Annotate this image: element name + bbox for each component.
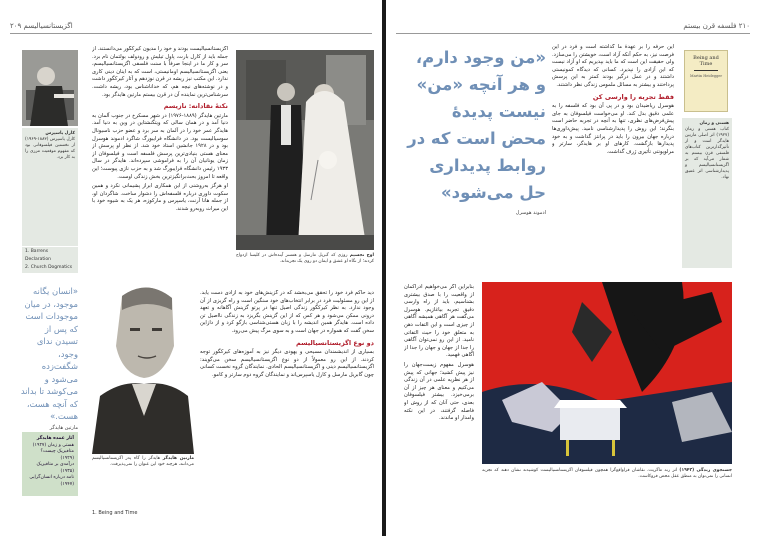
heidegger-photo-image xyxy=(92,276,194,454)
footnote-being-and-time: 1. Being and Time xyxy=(92,510,138,516)
works-box-title: آثار عمده هایدگر xyxy=(36,436,74,441)
wedding-photo-caption xyxy=(236,253,374,265)
heidegger-caption xyxy=(92,456,194,468)
jaspers-caption-text: کارل یاسپرس (۱۸۸۳-۱۹۶۹) از نخستین فیلسوفانی بود که مفهوم موقعیت مرزی را به کار برد. xyxy=(25,137,75,160)
left-col-mid-text-2: او هرگز به‌روشنی از این همکاری ابراز پشیمانی نکرد و همین سکوت داوری درباره فلسفه‌اش را دشوار ساخت. شاگردان او، از جمله هانا آرنت، یاسپرس و مارکوزه، هر یک به شیوه خود با این میراث روبه‌رو شدند. xyxy=(92,183,228,212)
husserl-quote xyxy=(404,44,546,216)
heading-two-types: دو نوع اگزیستانسیالیسم xyxy=(295,338,374,347)
legend-item-2: 2. Church Dogmatics xyxy=(25,265,73,270)
heidegger-caption-title: مارتین هایدگر xyxy=(162,456,194,461)
left-header-title: اگزیستانسیالیسم ۲۰۹ xyxy=(10,22,73,30)
book-caption-text: کتاب هستی و زمان (۱۹۲۷) اثر اصلی مارتین هایدگر است و از تأثیرگذارترین کتاب‌های فلسفی قرن بیستم به شمار می‌آید که بر اگزیستانسیالیسم و پدیدارشناسی اثر عمیق نهاد. xyxy=(685,127,729,180)
heidegger-quote-text: «انسان یگانه موجود، در میان موجودات است که پس از تسیدن ندای وجود، شگفت‌زده می‌شود و می‌کوشد تا بداند که آنچه هست، هست.» xyxy=(20,286,78,421)
book-cover-author: Martin Heidegger xyxy=(689,74,723,78)
jaspers-photo-image xyxy=(22,50,78,126)
left-page xyxy=(0,0,382,536)
heidegger-quote xyxy=(20,285,78,431)
book-cover-rule xyxy=(694,70,718,71)
left-col-top xyxy=(92,46,228,306)
right-col-top-text: این حرفه را بر عهدهٔ ما گذاشته است و فرد در این فرصت نیز، به حکم آنکه آزاد است، خویشتن را می‌سازد. ولی حقیقت این است که ما باید بپذیریم که او آزاد نیست که این آزادی را نپذیرد. کسانی که دیدگاه کمونیستی داشتند و در عمل درگیر بودند کمتر به این پرسش پرداختند و بیشتر به مسائل ملموس زندگی نظر داشتند. xyxy=(552,44,674,88)
wedding-caption-title: اوج تجسیم xyxy=(349,253,374,258)
husserl-quote-text: «من وجود دارم، و هر آنچه «من» نیست پدیدهٔ محض است که در روابط پدیداری حل می‌شود» xyxy=(407,48,546,202)
right-page xyxy=(386,0,768,536)
heidegger-photo xyxy=(92,276,194,454)
works-item: نامه درباره انسان‌گرایی (۱۹۴۷) xyxy=(29,475,74,487)
works-item: متافیزیک چیست؟ (۱۹۲۹) xyxy=(40,449,74,461)
jaspers-caption-title: کارل یاسپرس xyxy=(45,131,75,136)
works-box xyxy=(22,432,78,496)
heading-examine-experience: فقط تجربه را وارسی کن xyxy=(592,92,674,101)
left-col-mid-text: مارتین هایدگر (۱۸۸۹-۱۹۷۶) در شهر مسکرخ در جنوب آلمان به دنیا آمد و در همان سالی که ویتگنشتاین در وین به دنیا آمد. هایدگر عمر خود را در آلمان به سر برد و عضو حزب ناسیونال سوسیالیست بود. در دانشگاه فرایبورگ شاگرد ادموند هوسرل بود و در ۱۹۲۸ جانشین استاد خود شد. از نظر او پرسش از معنای هستی بنیادی‌ترین پرسش فلسفه است و فیلسوفان از زمان یونانیان آن را به فراموشی سپرده‌اند. هایدگر در سال ۱۹۳۳ رئیس دانشگاه فرایبورگ شد و به حزب نازی پیوست؛ این واقعه تا امروز بحث‌برانگیزترین بخش زندگی اوست. xyxy=(92,112,228,180)
left-col-bottom xyxy=(200,290,374,515)
magritte-painting xyxy=(482,282,732,464)
painting-caption-text: اثر رنه ماگریت. نقاشان فراواقع‌گرا همچون فیلسوفان اگزیستانسیالیست کوشیدند نشان دهند که تجربه انسانی را نمی‌توان به منطق عقل محض فروکاست. xyxy=(482,468,732,480)
right-col-bottom xyxy=(404,284,474,514)
heidegger-quote-author: مارتین هایدگر xyxy=(49,424,78,431)
heidegger-caption-text: هایدگر را گاه پدر اگزیستانسیالیسم می‌دانند، هرچند خود این عنوان را نمی‌پذیرفت. xyxy=(92,456,194,468)
left-col-bottom-text: دید حاکم فرد خود را تحقق می‌بخشد که در گزینش‌های خود به آزادی دست یابد. از این رو مسئولیت فرد در برابر انتخاب‌های خود سنگین است و راه گریزی از آن وجود ندارد. به نظر کیرکگور زندگی اصیل تنها در پرتو گزینش آگاهانه و تعهد درونی ممکن می‌شود و هر کس که از این گزینش بگریزد به زندگی نااصیل تن داده است. هایدگر همین اندیشه را با زبان هستی‌شناسی بازگو کرد و از دازاین سخن گفت که همواره در جهان است و به سوی مرگ پیش می‌رود. xyxy=(200,290,374,334)
wedding-caption-text: روزی که گبریل مارسل و همسر آینده‌اش در کلیسا ازدواج کردند؛ از نگاه او عشق و ایمان دو روی یک تجربه‌اند. xyxy=(236,253,374,265)
wedding-photo-image xyxy=(236,50,374,250)
left-col-top-text: اگزیستانسیالیست بودند و خود را مدیون کیرکگور می‌دانستند. از جمله باید از کارل بارت، پاول تیلیش و رودولف بولتمان نام برد. سر و کار ما در اینجا صرفاً با سنت فلسفی اگزیستانسیالیسم، یعنی اگزیستانسیالیسم اومانیستی، است که به اینان دینی کاری ندارد. این مکتب نیز ریشه در قرن نوزدهم و آثار کیرکگور داشت و در نوشته‌های نیچه هم، که خداناشناس بود، ریشه داشت. سرشناس‌ترین نماینده آن در قرن بیستم مارتین هایدگر بود. xyxy=(92,46,228,98)
book-cover xyxy=(684,50,728,112)
sidebar-legend xyxy=(22,247,78,273)
painting-caption xyxy=(482,468,732,480)
wedding-photo xyxy=(236,50,374,250)
jaspers-photo xyxy=(22,50,78,126)
husserl-quote-author: ادموند هوسرل xyxy=(515,210,546,216)
right-col-top xyxy=(552,44,674,274)
right-col-bottom-text: بنابراین اگر می‌خواهیم ادراکمان از واقعیت را با صدق بیشتری بشناسیم، باید از راه وارسی دقیق تجربه بیاغازیم. هوسرل می‌گفت هر آگاهی همیشه آگاهی از چیزی است و این التفات ذهن به متعلق خود را حیث التفاتی نامید. از این رو نمی‌توان آگاهی را جدا از جهان و جهان را جدا از آگاهی فهمید. xyxy=(404,284,474,359)
jaspers-caption xyxy=(25,131,75,161)
works-item: هستی و زمان (۱۹۲۷) xyxy=(32,442,74,448)
right-header xyxy=(396,22,750,34)
left-header xyxy=(10,22,372,34)
book-caption-title: هستی و زمان xyxy=(699,121,729,126)
magritte-painting-image xyxy=(482,282,732,464)
left-sidebar xyxy=(22,128,78,246)
left-col-bottom-text-2: بسیاری از اندیشمندان مسیحی و یهودی دیگر نیز به آموزه‌های کیرکگور توجه کردند. از این رو معمولاً از دو نوع اگزیستانسیالیسم سخن می‌گویند: اگزیستانسیالیسم دینی و اگزیستانسیالیسم الحادی. نمایندگان گروه نخست کسانی چون گابریل مارسل و کارل یاسپرس‌اند و نمایندگان گروه دوم سارتر و کامو. xyxy=(200,349,374,378)
right-col-mid-text: هوسرل ریاضیدان بود و در پی آن بود که فلسفه را به علمی دقیق بدل کند. او می‌خواست فیلسوفان به جای پیش‌فرض‌های نظری، تنها به آنچه در تجربه حاضر است بنگرند؛ این روش را پدیدارشناسی نامید. پیش‌داوری‌ها درباره جهان بیرون را باید در پرانتز گذاشت و به خود پدیدارها بازگشت. کارهای او بر هایدگر، سارتر و مرلوپونتی تأثیری ژرف گذاشت. xyxy=(552,103,674,155)
right-col-bottom-text-2: هوسرل مفهوم زیست‌جهان را نیز پیش کشید؛ جهانی که پیش از هر نظریه علمی در آن زندگی می‌کنیم و معنای هر چیز از آن برمی‌خیزد. بیشتر فیلسوفان بعدی، حتی آنان که از روش او فاصله گرفتند، در این نکته وامدار او ماندند. xyxy=(404,361,474,422)
right-header-title: ۲۱۰ فلسفه قرن بیستم xyxy=(683,22,750,30)
painting-caption-title: جستجوی زندگی (۱۹۴۳) xyxy=(679,468,732,473)
book-cover-title: Being and Time xyxy=(693,55,719,67)
works-item: درآمدی بر متافیزیک (۱۹۳۵) xyxy=(36,462,74,474)
book-caption xyxy=(685,121,729,181)
book-sidebar xyxy=(682,118,732,268)
heading-nazism: نکتهٔ نقادانه: نازیسم xyxy=(163,102,228,111)
legend-item-1: 1. Barrens Declaration xyxy=(25,249,51,262)
